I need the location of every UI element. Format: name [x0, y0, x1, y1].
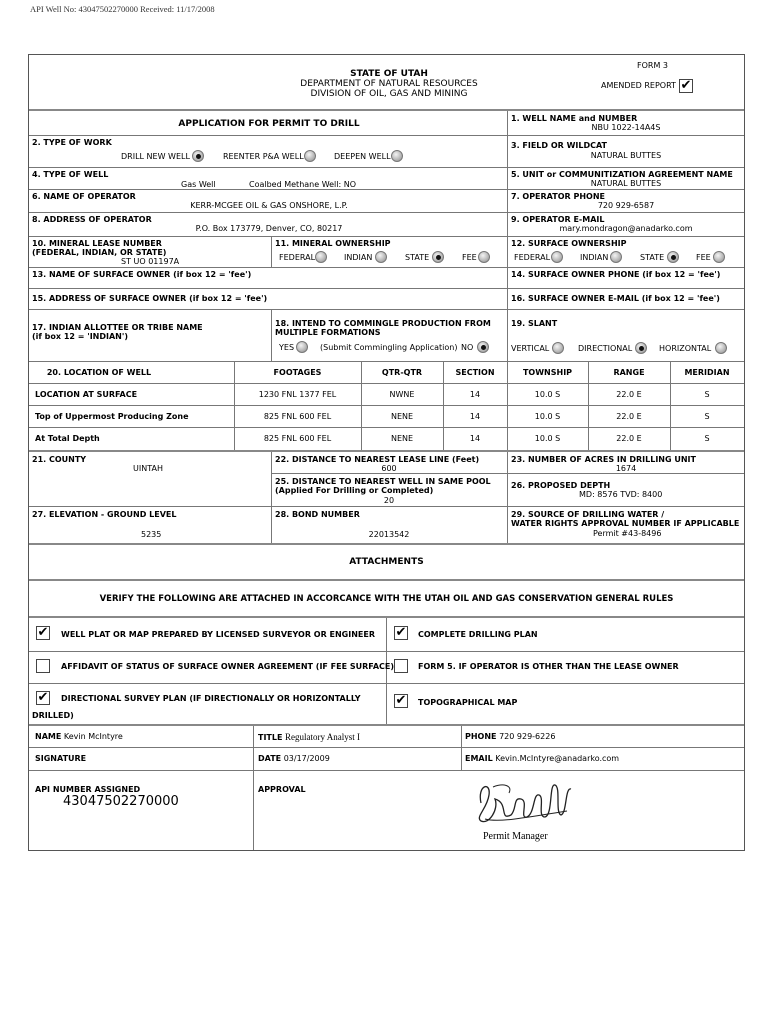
loc-cell: 22.0 E — [616, 434, 642, 443]
mineral-fee-radio[interactable] — [478, 251, 490, 263]
commingle-no-radio[interactable] — [477, 341, 489, 353]
apd-form — [28, 54, 745, 851]
f11-o3: STATE — [405, 253, 430, 262]
f12-o1: FEDERAL — [514, 253, 551, 262]
api-label: API NUMBER ASSIGNED — [35, 785, 141, 794]
email-field[interactable] — [465, 754, 619, 763]
surface-indian-radio[interactable] — [610, 251, 622, 263]
f7-label: 7. OPERATOR PHONE — [511, 192, 605, 201]
f18-yes: YES — [279, 343, 295, 352]
date-value: 03/17/2009 — [283, 754, 330, 763]
f2-opt2: REENTER P&A WELL — [223, 152, 304, 161]
f18-label-2: MULTIPLE FORMATIONS — [275, 328, 381, 337]
loc-cell: S — [704, 412, 710, 421]
f21-label: 21. COUNTY — [32, 455, 87, 464]
unit-value[interactable]: NATURAL BUTTES — [590, 179, 662, 188]
f2-opt1: DRILL NEW WELL — [121, 152, 190, 161]
surface-state-radio[interactable] — [667, 251, 679, 263]
loc-cell: 22.0 E — [616, 390, 642, 399]
drilling-plan-checkbox[interactable]: ✔ — [395, 625, 407, 640]
loc-cell: 10.0 S — [534, 434, 561, 443]
attachments-title: ATTACHMENTS — [349, 557, 424, 567]
coalbed-value[interactable]: Coalbed Methane Well: NO — [249, 180, 357, 189]
surface-federal-radio[interactable] — [551, 251, 563, 263]
field-value[interactable]: NATURAL BUTTES — [590, 151, 662, 160]
acres-value[interactable]: 1674 — [615, 464, 637, 473]
att-a5-line2: DRILLED) — [32, 711, 74, 720]
title-field[interactable] — [258, 732, 360, 742]
loc-cell: NENE — [390, 434, 414, 443]
f9-label: 9. OPERATOR E-MAIL — [511, 215, 605, 224]
f11-o1: FEDERAL — [279, 253, 316, 262]
loc-header-footages: FOOTAGES — [273, 368, 322, 377]
nearest-well-value[interactable]: 20 — [383, 496, 395, 505]
email-label: EMAIL — [465, 754, 493, 763]
f19-o1: VERTICAL — [511, 344, 550, 353]
f12-o4: FEE — [696, 253, 711, 262]
loc-cell: S — [704, 434, 710, 443]
f19-label: 19. SLANT — [511, 319, 558, 328]
f17-label-1: 17. INDIAN ALLOTTEE OR TRIBE NAME — [32, 323, 203, 332]
slant-horizontal-radio[interactable] — [715, 342, 727, 354]
loc-header-location: 20. LOCATION OF WELL — [46, 368, 152, 377]
bond-number-value[interactable]: 22013542 — [368, 530, 410, 539]
f26-label: 26. PROPOSED DEPTH — [511, 481, 611, 490]
title-label: TITLE — [258, 733, 283, 742]
f12-o3: STATE — [640, 253, 665, 262]
permit-manager-label: Permit Manager — [483, 831, 548, 842]
loc-cell: Top of Uppermost Producing Zone — [35, 412, 189, 421]
f12-label: 12. SURFACE OWNERSHIP — [511, 239, 627, 248]
loc-header-qtr: QTR-QTR — [381, 368, 423, 377]
mineral-federal-radio[interactable] — [315, 251, 327, 263]
f28-label: 28. BOND NUMBER — [275, 510, 360, 519]
f18-no: NO — [461, 343, 474, 352]
f4-label: 4. TYPE OF WELL — [32, 170, 109, 179]
lease-number-value[interactable]: ST UO 01197A — [121, 257, 180, 266]
loc-cell: 1230 FNL 1377 FEL — [258, 390, 337, 399]
loc-cell: NENE — [390, 412, 414, 421]
f25-label-1: 25. DISTANCE TO NEAREST WELL IN SAME POOL — [275, 477, 491, 486]
att-a5-line1: DIRECTIONAL SURVEY PLAN (IF DIRECTIONALLY OR HORIZONTALLY — [61, 694, 361, 703]
f12-o2: INDIAN — [580, 253, 609, 262]
form-number: FORM 3 — [637, 61, 668, 70]
reenter-radio[interactable] — [304, 150, 316, 162]
date-label: DATE — [258, 754, 282, 763]
f27-label: 27. ELEVATION - GROUND LEVEL — [32, 510, 177, 519]
topo-map-checkbox[interactable]: ✔ — [395, 693, 407, 708]
drill-new-well-radio[interactable] — [192, 150, 204, 162]
header-line: API Well No: 43047502270000 Received: 11/17/2008 — [30, 4, 215, 14]
email-value: Kevin.McIntyre@anadarko.com — [495, 754, 620, 763]
f6-label: 6. NAME OF OPERATOR — [32, 192, 136, 201]
loc-header-meridian: MERIDIAN — [684, 368, 730, 377]
well-name-value[interactable]: NBU 1022-14A4S — [591, 123, 661, 132]
type-of-well-value[interactable]: Gas Well — [181, 180, 216, 189]
date-field[interactable] — [258, 754, 330, 763]
amended-report-checkbox[interactable]: ✔ — [680, 78, 692, 93]
f29-label-1: 29. SOURCE OF DRILLING WATER / — [511, 510, 665, 519]
att-a4: FORM 5. IF OPERATOR IS OTHER THAN THE LEASE OWNER — [418, 662, 679, 671]
deepen-well-radio[interactable] — [391, 150, 403, 162]
form5-checkbox[interactable] — [394, 659, 408, 673]
slant-directional-radio[interactable] — [635, 342, 647, 354]
f29-label-2: WATER RIGHTS APPROVAL NUMBER IF APPLICABLE — [511, 519, 740, 528]
f18-label-1: 18. INTEND TO COMMINGLE PRODUCTION FROM — [275, 319, 491, 328]
loc-header-township: TOWNSHIP — [522, 368, 573, 377]
agency-state: STATE OF UTAH — [350, 69, 428, 79]
operator-email-value[interactable]: mary.mondragon@anadarko.com — [559, 224, 693, 233]
f11-o4: FEE — [462, 253, 477, 262]
phone-field[interactable] — [465, 732, 555, 741]
f11-label: 11. MINERAL OWNERSHIP — [275, 239, 391, 248]
f19-o3: HORIZONTAL — [659, 344, 712, 353]
att-a6: TOPOGRAPHICAL MAP — [418, 698, 518, 707]
water-rights-value[interactable]: Permit #43-8496 — [593, 529, 662, 538]
f3-label: 3. FIELD OR WILDCAT — [511, 141, 608, 150]
loc-header-range: RANGE — [613, 368, 645, 377]
operator-address-value[interactable]: P.O. Box 173779, Denver, CO, 80217 — [195, 224, 343, 233]
name-label: NAME — [35, 732, 62, 741]
f10-label-1: 10. MINERAL LEASE NUMBER — [32, 239, 162, 248]
phone-value: 720 929-6226 — [499, 732, 556, 741]
f18-note: (Submit Commingling Application) — [320, 343, 458, 352]
loc-cell: 14 — [469, 434, 481, 443]
f14-label: 14. SURFACE OWNER PHONE (if box 12 = 'fee') — [511, 270, 721, 279]
att-a3: AFFIDAVIT OF STATUS OF SURFACE OWNER AGREEMENT (IF FEE SURFACE) — [61, 662, 394, 671]
proposed-depth-value[interactable]: MD: 8576 TVD: 8400 — [579, 490, 663, 499]
mineral-indian-radio[interactable] — [375, 251, 387, 263]
agency-dept: DEPARTMENT OF NATURAL RESOURCES — [300, 79, 478, 89]
loc-cell: 825 FNL 600 FEL — [263, 434, 332, 443]
att-a1: WELL PLAT OR MAP PREPARED BY LICENSED SURVEYOR OR ENGINEER — [61, 630, 376, 639]
county-value[interactable]: UINTAH — [133, 464, 163, 473]
loc-cell: At Total Depth — [35, 434, 100, 443]
lease-line-distance-value[interactable]: 600 — [381, 464, 397, 473]
name-field[interactable] — [35, 732, 123, 741]
agency-division: DIVISION OF OIL, GAS AND MINING — [310, 89, 468, 99]
commingle-yes-radio[interactable] — [296, 341, 308, 353]
loc-cell: NWNE — [389, 390, 415, 399]
f17-label-2: (if box 12 = 'INDIAN') — [32, 332, 128, 341]
f2-opt3: DEEPEN WELL — [334, 152, 391, 161]
loc-cell: 10.0 S — [534, 412, 561, 421]
approval-signature — [469, 773, 579, 831]
loc-cell: 14 — [469, 390, 481, 399]
loc-cell: 10.0 S — [534, 390, 561, 399]
operator-name-value[interactable]: KERR-MCGEE OIL & GAS ONSHORE, L.P. — [190, 201, 348, 210]
signature-label: SIGNATURE — [35, 754, 87, 763]
form-title: APPLICATION FOR PERMIT TO DRILL — [178, 119, 360, 129]
surface-fee-radio[interactable] — [713, 251, 725, 263]
title-value: Regulatory Analyst I — [285, 732, 360, 742]
api-number-value: 43047502270000 — [63, 794, 179, 809]
approval-label: APPROVAL — [258, 785, 306, 794]
f1-label: 1. WELL NAME and NUMBER — [511, 114, 638, 123]
loc-header-section: SECTION — [455, 368, 495, 377]
directional-survey-checkbox[interactable]: ✔ — [37, 690, 49, 705]
operator-phone-value[interactable]: 720 929-6587 — [597, 201, 655, 210]
f16-label: 16. SURFACE OWNER E-MAIL (if box 12 = 'fee') — [511, 294, 720, 303]
amended-report-label: AMENDED REPORT — [601, 81, 676, 90]
loc-cell: LOCATION AT SURFACE — [35, 390, 138, 399]
loc-cell: S — [704, 390, 710, 399]
f23-label: 23. NUMBER OF ACRES IN DRILLING UNIT — [511, 455, 696, 464]
loc-cell: 14 — [469, 412, 481, 421]
f22-label: 22. DISTANCE TO NEAREST LEASE LINE (Feet) — [275, 455, 480, 464]
f25-label-2: (Applied For Drilling or Completed) — [275, 486, 434, 495]
loc-cell: 22.0 E — [616, 412, 642, 421]
verify-statement: VERIFY THE FOLLOWING ARE ATTACHED IN ACCORCANCE WITH THE UTAH OIL AND GAS CONSERVATION GENERAL RULES — [99, 594, 674, 604]
slant-vertical-radio[interactable] — [552, 342, 564, 354]
f5-label: 5. UNIT or COMMUNITIZATION AGREEMENT NAME — [511, 170, 733, 179]
well-plat-checkbox[interactable]: ✔ — [37, 625, 49, 640]
f10-label-2: (FEDERAL, INDIAN, OR STATE) — [32, 248, 167, 257]
elevation-value[interactable]: 5235 — [141, 530, 162, 539]
f19-o2: DIRECTIONAL — [578, 344, 633, 353]
att-a2: COMPLETE DRILLING PLAN — [418, 630, 538, 639]
f13-label: 13. NAME OF SURFACE OWNER (if box 12 = 'fee') — [32, 270, 252, 279]
f11-o2: INDIAN — [344, 253, 373, 262]
mineral-state-radio[interactable] — [432, 251, 444, 263]
f2-label: 2. TYPE OF WORK — [32, 138, 112, 147]
f15-label: 15. ADDRESS OF SURFACE OWNER (if box 12 = 'fee') — [32, 294, 268, 303]
name-value: Kevin McIntyre — [63, 732, 123, 741]
f8-label: 8. ADDRESS OF OPERATOR — [32, 215, 152, 224]
loc-cell: 825 FNL 600 FEL — [263, 412, 332, 421]
affidavit-checkbox[interactable] — [36, 659, 50, 673]
phone-label: PHONE — [465, 732, 497, 741]
